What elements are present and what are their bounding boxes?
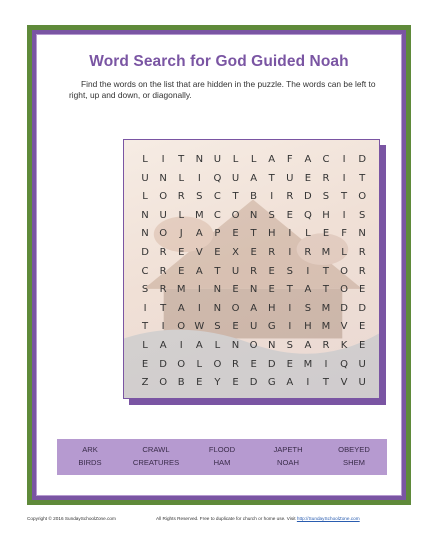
grid-letter: E (359, 339, 366, 351)
grid-letter: S (286, 265, 293, 277)
grid-letter: E (268, 265, 275, 277)
word-bank-column (321, 443, 387, 471)
grid-letter: T (359, 172, 366, 184)
grid-letter: U (231, 265, 240, 277)
grid-letter: T (141, 321, 149, 333)
word-bank-word: CRAWL (142, 445, 170, 454)
grid-letter: S (304, 302, 312, 314)
grid-letter: M (321, 321, 331, 333)
worksheet-title: Word Search for God Guided Noah (89, 53, 349, 70)
grid-letter: S (286, 339, 293, 351)
grid-letter: T (322, 377, 330, 389)
word-bank-word: CREATURES (132, 458, 180, 467)
grid-letter: O (249, 339, 258, 351)
grid-letter: T (160, 302, 167, 314)
grid-letter: I (342, 209, 346, 221)
grid-letter: J (179, 228, 183, 240)
grid-letter: I (324, 358, 328, 370)
grid-letter: U (249, 321, 258, 333)
grid-letter: I (288, 228, 292, 240)
grid-letter: V (340, 321, 348, 333)
grid-letter: T (286, 284, 293, 296)
word-bank-word: SHEM (343, 458, 365, 467)
grid-letter: K (340, 339, 348, 351)
grid-letter: M (321, 302, 331, 314)
grid-letter: G (267, 321, 276, 333)
grid-letter: L (214, 339, 221, 351)
grid-letter: D (249, 377, 258, 389)
grid-letter: L (250, 154, 257, 165)
grid-letter: I (342, 172, 346, 184)
grid-letter: T (322, 284, 330, 296)
rights-statement (156, 516, 360, 521)
grid-letter: U (358, 358, 366, 370)
grid-letter: H (322, 209, 330, 221)
grid-letter: C (322, 154, 330, 165)
grid-letter: T (341, 191, 348, 203)
grid-letter: R (358, 265, 366, 277)
grid-letter: O (159, 191, 168, 203)
grid-letter: L (142, 191, 148, 203)
grid-letter: N (231, 339, 240, 351)
grid-letter: E (196, 377, 203, 389)
grid-letter: E (232, 228, 239, 240)
word-bank (57, 439, 387, 475)
grid-letter: U (141, 172, 149, 184)
grid-letter: O (340, 284, 349, 296)
grid-letter: O (340, 265, 349, 277)
grid-letter: U (213, 154, 222, 165)
grid-letter: R (286, 191, 294, 203)
grid-letter: E (250, 246, 257, 258)
instructions-text: Find the words on the list that are hidden in the puzzle. The words can be left to right, up and down, or diagonally. (69, 79, 376, 100)
grid-letter: B (250, 191, 258, 203)
word-bank-word: FLOOD (208, 445, 236, 454)
grid-letter: A (250, 302, 258, 314)
grid-letter: E (178, 265, 185, 277)
grid-letter: D (267, 358, 276, 370)
grid-letter: E (268, 284, 275, 296)
grid-letter: E (359, 321, 366, 333)
site-link[interactable]: http://SundaySchoolZone.com (296, 516, 360, 521)
grid-letter: A (195, 339, 203, 351)
grid-letter: E (359, 284, 366, 296)
word-bank-word: BIRDS (78, 458, 102, 467)
grid-letter: E (286, 209, 293, 221)
grid-letter: C (141, 265, 149, 277)
grid-letter: I (161, 321, 165, 333)
grid-letter: D (340, 302, 348, 314)
grid-letter: E (232, 321, 239, 333)
grid-letter: A (195, 228, 203, 240)
worksheet (36, 34, 402, 496)
grid-letter: O (159, 377, 168, 389)
grid-letter: M (176, 284, 186, 296)
grid-letter: A (304, 154, 312, 165)
grid-letter: N (267, 339, 276, 351)
grid-letter: I (197, 302, 201, 314)
grid-letter: I (197, 284, 201, 296)
grid-letter: O (358, 191, 367, 203)
word-bank-word: NOAH (277, 458, 299, 467)
grid-letter: G (267, 377, 276, 389)
grid-letter: Q (340, 358, 349, 370)
grid-letter: F (341, 228, 347, 240)
grid-letter: A (304, 339, 312, 351)
grid-letter: L (178, 172, 185, 184)
grid-letter: R (250, 265, 258, 277)
grid-letter: S (268, 209, 275, 221)
grid-letter: N (195, 154, 204, 165)
rights-text: All Rights Reserved. Free to duplicate for church or home use. Visit (156, 516, 296, 521)
grid-letter: I (288, 321, 292, 333)
grid-letter: O (231, 302, 240, 314)
grid-letter: M (321, 246, 331, 258)
grid-letter: C (213, 191, 221, 203)
word-bank-column (57, 443, 123, 471)
grid-letter: R (358, 246, 366, 258)
word-bank-word: OBEYED (338, 445, 370, 454)
grid-letter: I (197, 172, 201, 184)
grid-letter: N (159, 172, 167, 184)
copyright-text: Copyright © 2016 SundaySchoolZone.com (27, 516, 116, 521)
page-border (27, 25, 411, 505)
word-bank-column (189, 443, 255, 471)
grid-letter: I (270, 191, 274, 203)
grid-letter: I (179, 339, 183, 351)
grid-letter: S (196, 191, 203, 203)
grid-letter: E (304, 172, 312, 184)
grid-letter: I (288, 302, 292, 314)
grid-letter: V (195, 246, 203, 258)
grid-letter: N (141, 228, 149, 240)
grid-letter: D (141, 246, 149, 258)
grid-letter: U (231, 172, 240, 184)
grid-letter: V (340, 377, 348, 389)
grid-letter: R (232, 358, 239, 370)
grid-letter: H (304, 321, 312, 333)
puzzle-box (123, 139, 380, 399)
word-bank-column (123, 443, 189, 471)
grid-letter: F (286, 154, 293, 165)
grid-letter: H (267, 228, 276, 240)
grid-letter: N (358, 228, 366, 240)
grid-letter: E (322, 228, 330, 240)
grid-letter: O (231, 209, 240, 221)
grid-letter: S (214, 321, 221, 333)
grid-letter: A (177, 302, 185, 314)
grid-letter: D (358, 154, 367, 165)
grid-letter: L (178, 209, 185, 221)
grid-letter: N (213, 302, 222, 314)
grid-letter: L (341, 246, 347, 258)
grid-letter: P (214, 228, 221, 240)
grid-letter: Z (141, 377, 149, 389)
word-bank-word: ARK (82, 445, 98, 454)
grid-letter: R (159, 246, 167, 258)
grid-letter: A (304, 284, 312, 296)
grid-letter: W (194, 321, 205, 333)
grid-letter: B (177, 377, 185, 389)
grid-letter: R (177, 191, 185, 203)
grid-letter: R (322, 339, 330, 351)
grid-letter: A (268, 154, 276, 165)
grid-letter: E (232, 377, 239, 389)
grid-letter: L (305, 228, 311, 240)
grid-letter: R (322, 172, 330, 184)
grid-letter: E (286, 358, 293, 370)
grid-letter: O (177, 358, 186, 370)
grid-letter: I (342, 154, 346, 165)
grid-letter: N (249, 209, 258, 221)
grid-letter: E (214, 246, 221, 258)
grid-letter: U (159, 209, 167, 221)
grid-letter: A (250, 172, 258, 184)
grid-letter: L (142, 339, 148, 351)
grid-letter: Q (303, 209, 312, 221)
grid-letter: N (141, 209, 149, 221)
grid-letter: R (304, 246, 312, 258)
grid-letter: L (196, 358, 203, 370)
word-bank-word: HAM (213, 458, 231, 467)
grid-letter: E (232, 284, 239, 296)
grid-letter: X (232, 246, 239, 258)
grid-letter: D (304, 191, 312, 203)
grid-letter: O (159, 228, 168, 240)
grid-letter: R (159, 284, 167, 296)
grid-letter: Y (214, 377, 221, 389)
word-bank-column (255, 443, 321, 471)
grid-letter: I (161, 154, 165, 165)
grid-letter: I (306, 265, 310, 277)
grid-letter: T (232, 191, 239, 203)
grid-letter: T (250, 228, 257, 240)
grid-letter: T (214, 265, 221, 277)
grid-letter: U (358, 377, 366, 389)
grid-letter: T (322, 265, 330, 277)
grid-letter: E (178, 246, 185, 258)
grid-letter: L (232, 154, 239, 165)
grid-letter: T (178, 154, 185, 165)
grid-letter: I (143, 302, 147, 314)
grid-letter: H (267, 302, 276, 314)
grid-letter: A (195, 265, 203, 277)
grid-letter: I (306, 377, 310, 389)
grid-letter: S (358, 209, 366, 221)
grid-letter: N (213, 284, 222, 296)
grid-letter: S (322, 191, 330, 203)
word-bank-word: JAPETH (273, 445, 303, 454)
grid-letter: T (268, 172, 275, 184)
grid-letter: R (159, 265, 167, 277)
grid-letter: R (268, 246, 276, 258)
grid-letter: O (177, 321, 186, 333)
grid-letter: M (303, 358, 313, 370)
grid-letter: Q (213, 172, 222, 184)
grid-letter: O (213, 358, 222, 370)
grid-letter: D (358, 302, 367, 314)
grid-letter: E (250, 358, 257, 370)
grid-letter: E (141, 358, 149, 370)
grid-letter: A (286, 377, 294, 389)
grid-letter: U (286, 172, 294, 184)
grid-letter: C (213, 209, 221, 221)
letter-grid (136, 151, 371, 393)
grid-letter: M (195, 209, 204, 221)
grid-letter: D (159, 358, 167, 370)
grid-letter: S (141, 284, 149, 296)
grid-letter: L (142, 154, 148, 165)
grid-letter: A (159, 339, 167, 351)
grid-letter: I (288, 246, 292, 258)
grid-letter: N (249, 284, 258, 296)
